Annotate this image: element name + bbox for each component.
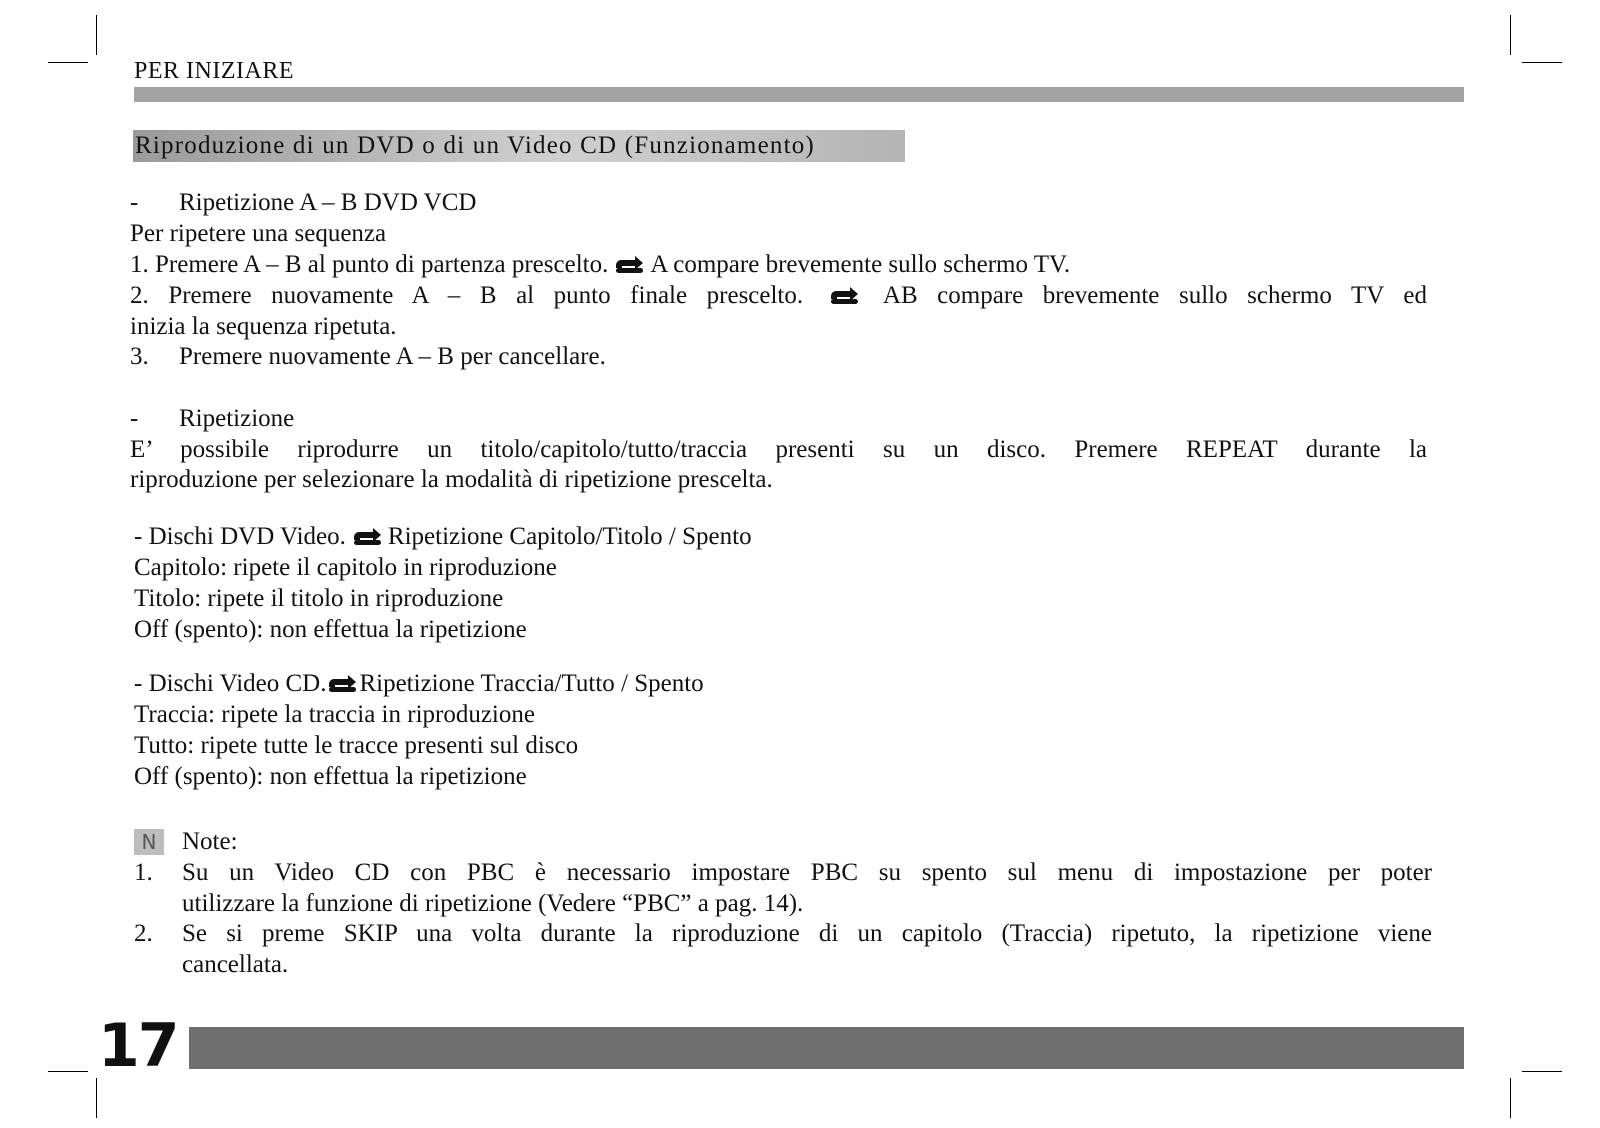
repeat-icon bbox=[613, 255, 645, 275]
ab-step-1 bbox=[130, 249, 1070, 280]
list-item: Traccia: ripete la traccia in riproduzione bbox=[134, 701, 535, 728]
ab-step-2-cont: inizia la sequenza ripetuta. bbox=[130, 313, 397, 340]
repeat-desc-1: E’ possibile riprodurre un titolo/capitolo/tutto/traccia presenti su un disco. Premere REPEAT durante la bbox=[130, 436, 1427, 463]
note-2-line-1: Se si preme SKIP una volta durante la riproduzione di un capitolo (Traccia) ripetuto, la ripetizione viene bbox=[182, 920, 1432, 947]
note-2-line-2: cancellata. bbox=[182, 951, 289, 978]
dvd-modes bbox=[134, 521, 752, 552]
ab-step-2-result: AB compare brevemente sullo schermo TV ed bbox=[882, 282, 1427, 309]
ab-step-2 bbox=[130, 280, 1427, 311]
note-1-line-2: utilizzare la funzione di ripetizione (Vedere “PBC” a pag. 14). bbox=[182, 890, 804, 917]
ab-step-3-num: 3. bbox=[130, 343, 149, 370]
crop-mark bbox=[1522, 62, 1562, 63]
crop-mark bbox=[48, 62, 88, 63]
ab-step-2-text: 2. Premere nuovamente A – B al punto finale prescelto. bbox=[130, 282, 804, 309]
crop-mark bbox=[1510, 15, 1511, 55]
repeat-title: Ripetizione bbox=[179, 405, 295, 432]
repeat-icon bbox=[351, 527, 383, 547]
vcd-lead: - Dischi Video CD. bbox=[134, 670, 327, 697]
note-1-num: 1. bbox=[134, 859, 153, 886]
crop-mark bbox=[48, 1071, 88, 1072]
list-item: Off (spento): non effettua la ripetizione bbox=[134, 616, 527, 643]
page-heading-text: Riproduzione di un DVD o di un Video CD (Funzionamento) bbox=[135, 132, 815, 159]
vcd-modes bbox=[134, 668, 704, 699]
note-1-line-1: Su un Video CD con PBC è necessario impostare PBC su spento sul menu di impostazione per poter bbox=[182, 859, 1432, 886]
crop-mark bbox=[1510, 1078, 1511, 1118]
section-title: PER INIZIARE bbox=[134, 58, 294, 84]
note-2-num: 2. bbox=[134, 920, 153, 947]
list-item: Tutto: ripete tutte le tracce presenti sul disco bbox=[134, 732, 579, 759]
crop-mark bbox=[1522, 1071, 1562, 1072]
ab-intro: Per ripetere una sequenza bbox=[130, 220, 387, 247]
header-bar bbox=[134, 87, 1464, 102]
crop-mark bbox=[96, 15, 97, 55]
repeat-desc-2: riproduzione per selezionare la modalità di ripetizione prescelta. bbox=[130, 466, 773, 493]
ab-step-1-result: A compare brevemente sullo schermo TV. bbox=[650, 251, 1071, 278]
crop-mark bbox=[96, 1078, 97, 1118]
ab-step-3: Premere nuovamente A – B per cancellare. bbox=[179, 343, 606, 370]
page-heading bbox=[133, 130, 905, 162]
vcd-modes-text: Ripetizione Traccia/Tutto / Spento bbox=[359, 670, 704, 697]
note-icon: N bbox=[134, 829, 164, 855]
list-item: Titolo: ripete il titolo in riproduzione bbox=[134, 585, 504, 612]
footer-bar bbox=[189, 1027, 1464, 1069]
dvd-modes-text: Ripetizione Capitolo/Titolo / Spento bbox=[387, 523, 752, 550]
dvd-lead: - Dischi DVD Video. bbox=[134, 523, 346, 550]
repeat-title-dash: - bbox=[130, 405, 139, 432]
ab-title-dash: - bbox=[130, 189, 139, 216]
list-item: Off (spento): non effettua la ripetizione bbox=[134, 763, 527, 790]
page-number: 17 bbox=[98, 1011, 178, 1081]
repeat-icon bbox=[326, 674, 358, 694]
list-item: Capitolo: ripete il capitolo in riproduzione bbox=[134, 554, 557, 581]
notes-label: Note: bbox=[182, 828, 238, 855]
ab-title: Ripetizione A – B DVD VCD bbox=[179, 189, 477, 216]
repeat-icon bbox=[828, 286, 860, 306]
ab-step-1-text: 1. Premere A – B al punto di partenza prescelto. bbox=[130, 251, 609, 278]
